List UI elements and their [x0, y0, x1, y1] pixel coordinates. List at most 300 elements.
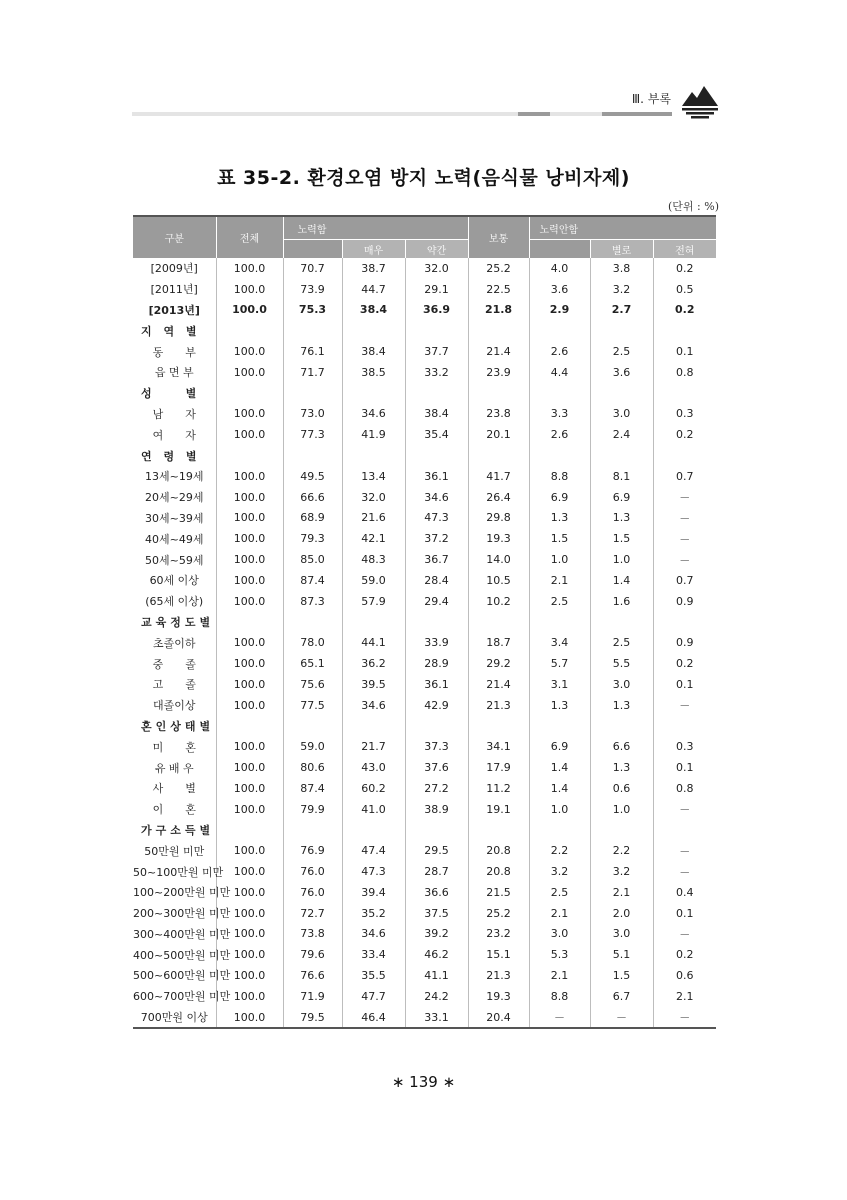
- value-cell: 46.4: [342, 1007, 405, 1029]
- value-cell: －: [679, 844, 691, 858]
- value-cell: [468, 612, 529, 633]
- value-cell: 24.2: [405, 986, 468, 1007]
- value-cell: 29.4: [405, 591, 468, 612]
- row-label: 가구소득별: [133, 820, 216, 841]
- section-row: [133, 445, 716, 466]
- value-cell: 3.2: [590, 861, 653, 882]
- value-cell: [590, 820, 653, 841]
- value-cell: 11.2: [468, 778, 529, 799]
- value-cell: 36.7: [405, 549, 468, 570]
- value-cell: [653, 445, 716, 466]
- value-cell: 2.5: [529, 882, 590, 903]
- value-cell: 37.3: [405, 736, 468, 757]
- value-cell: 2.0: [590, 903, 653, 924]
- value-cell: 28.9: [405, 653, 468, 674]
- value-cell: 0.2: [676, 948, 694, 962]
- value-cell: 72.7: [283, 903, 342, 924]
- value-cell: 41.9: [342, 424, 405, 445]
- header-not-at-all: 전혀: [653, 240, 716, 259]
- row-label: 50~100만원 미만: [133, 861, 216, 882]
- section-row: [133, 820, 716, 841]
- value-cell: 19.3: [468, 528, 529, 549]
- value-cell: 66.6: [283, 487, 342, 508]
- value-cell: 100.0: [216, 487, 283, 508]
- value-cell: 41.1: [405, 965, 468, 986]
- value-cell: [590, 383, 653, 404]
- value-cell: 39.4: [342, 882, 405, 903]
- value-cell: 2.5: [590, 341, 653, 362]
- table-row: [133, 736, 716, 757]
- value-cell: 0.1: [676, 345, 694, 359]
- value-cell: 71.7: [283, 362, 342, 383]
- row-label: 연 령 별: [133, 445, 216, 466]
- value-cell: 8.8: [529, 466, 590, 487]
- value-cell: 79.5: [283, 1007, 342, 1029]
- value-cell: 3.3: [529, 404, 590, 425]
- value-cell: [342, 445, 405, 466]
- table-row: [133, 570, 716, 591]
- value-cell: 33.2: [405, 362, 468, 383]
- value-cell: 0.2: [676, 261, 694, 275]
- value-cell: 34.6: [405, 487, 468, 508]
- value-cell: 76.0: [283, 882, 342, 903]
- value-cell: 21.3: [468, 965, 529, 986]
- value-cell: [216, 445, 283, 466]
- value-cell: 6.9: [590, 487, 653, 508]
- row-label: 읍 면 부: [133, 362, 216, 383]
- value-cell: 0.7: [676, 469, 694, 483]
- row-label: 50세~59세: [133, 549, 216, 570]
- value-cell: 73.0: [283, 404, 342, 425]
- value-cell: 3.6: [529, 279, 590, 300]
- header-no-effort-blank: [529, 240, 590, 259]
- row-label: 50만원 미만: [133, 840, 216, 861]
- value-cell: 33.1: [405, 1007, 468, 1029]
- value-cell: 0.2: [676, 657, 694, 671]
- value-cell: 65.1: [283, 653, 342, 674]
- value-cell: 2.6: [529, 341, 590, 362]
- row-label: 200~300만원 미만: [133, 903, 216, 924]
- value-cell: 100.0: [216, 1007, 283, 1029]
- value-cell: 100.0: [216, 279, 283, 300]
- data-table: [133, 215, 716, 1029]
- value-cell: [468, 716, 529, 737]
- section-row: [133, 612, 716, 633]
- value-cell: [342, 320, 405, 341]
- header-total: 전체: [216, 216, 283, 258]
- value-cell: 8.1: [590, 466, 653, 487]
- value-cell: 44.7: [342, 279, 405, 300]
- value-cell: 59.0: [283, 736, 342, 757]
- table-title: 표 35-2. 환경오염 방지 노력(음식물 낭비자제): [217, 167, 630, 189]
- row-label: [2013년]: [133, 300, 216, 321]
- value-cell: 6.9: [529, 736, 590, 757]
- value-cell: 21.7: [342, 736, 405, 757]
- value-cell: [283, 820, 342, 841]
- value-cell: 2.6: [529, 424, 590, 445]
- value-cell: 4.4: [529, 362, 590, 383]
- value-cell: 20.1: [468, 424, 529, 445]
- value-cell: 75.6: [283, 674, 342, 695]
- value-cell: 3.1: [529, 674, 590, 695]
- value-cell: 4.0: [529, 258, 590, 279]
- value-cell: [216, 716, 283, 737]
- value-cell: 1.6: [590, 591, 653, 612]
- value-cell: 2.4: [590, 424, 653, 445]
- value-cell: 100.0: [216, 757, 283, 778]
- table-row: [133, 944, 716, 965]
- table-row: [133, 653, 716, 674]
- value-cell: 23.8: [468, 404, 529, 425]
- value-cell: [216, 383, 283, 404]
- value-cell: 32.0: [405, 258, 468, 279]
- value-cell: 46.2: [405, 944, 468, 965]
- value-cell: 37.7: [405, 341, 468, 362]
- row-label: 이 혼: [133, 799, 216, 820]
- row-label: 성 별: [133, 383, 216, 404]
- value-cell: 33.9: [405, 632, 468, 653]
- header-effort-blank: [283, 240, 342, 259]
- value-cell: 0.2: [675, 303, 695, 317]
- value-cell: 78.0: [283, 632, 342, 653]
- row-label: 지 역 별: [133, 320, 216, 341]
- value-cell: 100.0: [216, 695, 283, 716]
- value-cell: －: [679, 699, 691, 713]
- table-row: [133, 508, 716, 529]
- value-cell: 2.1: [676, 989, 694, 1003]
- value-cell: 21.4: [468, 341, 529, 362]
- value-cell: 26.4: [468, 487, 529, 508]
- value-cell: 87.3: [283, 591, 342, 612]
- row-label: 미 혼: [133, 736, 216, 757]
- row-label: 여 자: [133, 424, 216, 445]
- table-header: [133, 216, 716, 258]
- value-cell: 42.1: [342, 528, 405, 549]
- value-cell: 48.3: [342, 549, 405, 570]
- value-cell: 5.1: [590, 944, 653, 965]
- value-cell: 76.1: [283, 341, 342, 362]
- table-row: [133, 986, 716, 1007]
- value-cell: 59.0: [342, 570, 405, 591]
- value-cell: [216, 612, 283, 633]
- header-group: 구분: [133, 216, 216, 258]
- value-cell: [405, 716, 468, 737]
- value-cell: 29.1: [405, 279, 468, 300]
- value-cell: 10.5: [468, 570, 529, 591]
- value-cell: 33.4: [342, 944, 405, 965]
- value-cell: [590, 320, 653, 341]
- value-cell: 79.6: [283, 944, 342, 965]
- value-cell: 43.0: [342, 757, 405, 778]
- value-cell: 28.4: [405, 570, 468, 591]
- value-cell: 0.2: [676, 428, 694, 442]
- value-cell: 1.3: [529, 508, 590, 529]
- value-cell: －: [679, 927, 691, 941]
- value-cell: －: [529, 1007, 590, 1029]
- value-cell: [653, 383, 716, 404]
- table-row: [133, 549, 716, 570]
- value-cell: [468, 383, 529, 404]
- value-cell: 3.2: [529, 861, 590, 882]
- value-cell: 0.6: [590, 778, 653, 799]
- value-cell: [283, 383, 342, 404]
- value-cell: [653, 320, 716, 341]
- value-cell: [653, 612, 716, 633]
- value-cell: 32.0: [342, 487, 405, 508]
- value-cell: 2.5: [529, 591, 590, 612]
- value-cell: 0.6: [676, 968, 694, 982]
- value-cell: 20.4: [468, 1007, 529, 1029]
- row-label: 대졸이상: [133, 695, 216, 716]
- value-cell: [342, 383, 405, 404]
- value-cell: [590, 445, 653, 466]
- value-cell: 0.5: [676, 282, 694, 296]
- row-label: 사 별: [133, 778, 216, 799]
- table-row: [133, 424, 716, 445]
- row-label: 20세~29세: [133, 487, 216, 508]
- value-cell: [653, 716, 716, 737]
- value-cell: 38.4: [342, 300, 405, 321]
- table-row: [133, 591, 716, 612]
- value-cell: 0.4: [676, 885, 694, 899]
- value-cell: 25.2: [468, 258, 529, 279]
- page-number: ∗ 139 ∗: [391, 1073, 456, 1091]
- value-cell: 37.6: [405, 757, 468, 778]
- value-cell: 1.3: [590, 695, 653, 716]
- value-cell: 100.0: [216, 258, 283, 279]
- value-cell: 87.4: [283, 570, 342, 591]
- value-cell: 2.1: [529, 965, 590, 986]
- row-label: [2009년]: [133, 258, 216, 279]
- value-cell: 41.7: [468, 466, 529, 487]
- value-cell: 2.1: [590, 882, 653, 903]
- value-cell: 34.6: [342, 404, 405, 425]
- value-cell: 5.5: [590, 653, 653, 674]
- value-cell: 23.2: [468, 924, 529, 945]
- value-cell: 79.3: [283, 528, 342, 549]
- value-cell: 100.0: [216, 924, 283, 945]
- value-cell: 3.0: [590, 924, 653, 945]
- value-cell: 3.2: [590, 279, 653, 300]
- row-label: 60세 이상: [133, 570, 216, 591]
- row-label: 400~500만원 미만: [133, 944, 216, 965]
- value-cell: 6.9: [529, 487, 590, 508]
- value-cell: 6.7: [590, 986, 653, 1007]
- row-label: 중 졸: [133, 653, 216, 674]
- value-cell: [283, 320, 342, 341]
- value-cell: 100.0: [216, 778, 283, 799]
- value-cell: 0.3: [676, 407, 694, 421]
- table-row: [133, 903, 716, 924]
- value-cell: 100.0: [216, 404, 283, 425]
- value-cell: 38.9: [405, 799, 468, 820]
- value-cell: 1.0: [590, 799, 653, 820]
- section-label: Ⅲ. 부록: [631, 92, 671, 106]
- value-cell: 28.7: [405, 861, 468, 882]
- value-cell: 35.4: [405, 424, 468, 445]
- value-cell: 34.6: [342, 924, 405, 945]
- table-row: [133, 840, 716, 861]
- value-cell: 70.7: [283, 258, 342, 279]
- row-label: (65세 이상): [133, 591, 216, 612]
- value-cell: 29.5: [405, 840, 468, 861]
- table-row: [133, 528, 716, 549]
- value-cell: －: [679, 803, 691, 817]
- value-cell: 38.7: [342, 258, 405, 279]
- value-cell: 5.7: [529, 653, 590, 674]
- header-somewhat: 약간: [405, 240, 468, 259]
- value-cell: [405, 320, 468, 341]
- value-cell: 5.3: [529, 944, 590, 965]
- table-row: [133, 341, 716, 362]
- table-row: [133, 258, 716, 279]
- value-cell: 38.5: [342, 362, 405, 383]
- value-cell: 41.0: [342, 799, 405, 820]
- header-effort: 노력함: [283, 216, 468, 240]
- value-cell: 0.1: [676, 906, 694, 920]
- mountain-waves-icon: [678, 78, 722, 122]
- value-cell: 1.4: [590, 570, 653, 591]
- value-cell: [529, 716, 590, 737]
- table-row: [133, 487, 716, 508]
- value-cell: 77.5: [283, 695, 342, 716]
- value-cell: [529, 383, 590, 404]
- table-row: [133, 404, 716, 425]
- value-cell: 27.2: [405, 778, 468, 799]
- value-cell: 38.4: [405, 404, 468, 425]
- value-cell: 21.3: [468, 695, 529, 716]
- row-label: 100~200만원 미만: [133, 882, 216, 903]
- value-cell: 42.9: [405, 695, 468, 716]
- value-cell: [342, 612, 405, 633]
- value-cell: 47.4: [342, 840, 405, 861]
- value-cell: 49.5: [283, 466, 342, 487]
- table-row: [133, 362, 716, 383]
- section-row: [133, 320, 716, 341]
- value-cell: 20.8: [468, 840, 529, 861]
- row-label: 유 배 우: [133, 757, 216, 778]
- header-very: 매우: [342, 240, 405, 259]
- table-row: [133, 279, 716, 300]
- table-row: [133, 1007, 716, 1029]
- value-cell: 100.0: [216, 424, 283, 445]
- table-row: [133, 300, 716, 321]
- table-row: [133, 778, 716, 799]
- value-cell: [216, 820, 283, 841]
- value-cell: 1.3: [590, 757, 653, 778]
- value-cell: 100.0: [216, 300, 283, 321]
- table-row: [133, 861, 716, 882]
- value-cell: [405, 820, 468, 841]
- value-cell: 1.0: [529, 799, 590, 820]
- value-cell: 2.2: [590, 840, 653, 861]
- value-cell: 75.3: [283, 300, 342, 321]
- value-cell: 1.5: [590, 528, 653, 549]
- value-cell: 0.8: [676, 365, 694, 379]
- value-cell: 57.9: [342, 591, 405, 612]
- value-cell: 15.1: [468, 944, 529, 965]
- value-cell: 100.0: [216, 362, 283, 383]
- value-cell: 73.8: [283, 924, 342, 945]
- value-cell: 2.1: [529, 570, 590, 591]
- value-cell: 23.9: [468, 362, 529, 383]
- section-row: [133, 716, 716, 737]
- header-rule-accent: [518, 112, 550, 116]
- value-cell: 13.4: [342, 466, 405, 487]
- value-cell: －: [590, 1007, 653, 1029]
- value-cell: 100.0: [216, 591, 283, 612]
- value-cell: 19.3: [468, 986, 529, 1007]
- table-row: [133, 695, 716, 716]
- row-label: 초졸이하: [133, 632, 216, 653]
- value-cell: 100.0: [216, 986, 283, 1007]
- value-cell: 100.0: [216, 528, 283, 549]
- row-label: 고 졸: [133, 674, 216, 695]
- value-cell: [342, 716, 405, 737]
- value-cell: [590, 612, 653, 633]
- value-cell: 37.2: [405, 528, 468, 549]
- value-cell: 100.0: [216, 508, 283, 529]
- value-cell: [283, 716, 342, 737]
- value-cell: 2.9: [529, 300, 590, 321]
- value-cell: 20.8: [468, 861, 529, 882]
- section-row: [133, 383, 716, 404]
- table-row: [133, 924, 716, 945]
- value-cell: 100.0: [216, 632, 283, 653]
- value-cell: [342, 820, 405, 841]
- value-cell: [529, 320, 590, 341]
- value-cell: 0.1: [676, 761, 694, 775]
- value-cell: 21.8: [468, 300, 529, 321]
- value-cell: 17.9: [468, 757, 529, 778]
- value-cell: 29.2: [468, 653, 529, 674]
- header-not-much: 별로: [590, 240, 653, 259]
- row-label: 300~400만원 미만: [133, 924, 216, 945]
- header-no-effort: 노력안함: [529, 216, 716, 240]
- row-label: 30세~39세: [133, 508, 216, 529]
- value-cell: [468, 445, 529, 466]
- row-label: 혼인상태별: [133, 716, 216, 737]
- row-label: 40세~49세: [133, 528, 216, 549]
- value-cell: 100.0: [216, 903, 283, 924]
- value-cell: 100.0: [216, 549, 283, 570]
- value-cell: 2.5: [590, 632, 653, 653]
- value-cell: 1.0: [529, 549, 590, 570]
- row-label: [2011년]: [133, 279, 216, 300]
- value-cell: 100.0: [216, 861, 283, 882]
- value-cell: 100.0: [216, 840, 283, 861]
- row-label: 500~600만원 미만: [133, 965, 216, 986]
- value-cell: 36.2: [342, 653, 405, 674]
- value-cell: 39.5: [342, 674, 405, 695]
- table-body: [133, 258, 716, 1028]
- value-cell: －: [679, 532, 691, 546]
- value-cell: 35.2: [342, 903, 405, 924]
- value-cell: [529, 612, 590, 633]
- value-cell: 71.9: [283, 986, 342, 1007]
- value-cell: [590, 716, 653, 737]
- value-cell: －: [679, 491, 691, 505]
- value-cell: 1.5: [529, 528, 590, 549]
- header-normal: 보통: [468, 216, 529, 258]
- value-cell: 18.7: [468, 632, 529, 653]
- value-cell: 100.0: [216, 653, 283, 674]
- value-cell: 0.3: [676, 740, 694, 754]
- value-cell: 85.0: [283, 549, 342, 570]
- value-cell: 100.0: [216, 570, 283, 591]
- value-cell: 0.7: [676, 573, 694, 587]
- value-cell: 47.3: [342, 861, 405, 882]
